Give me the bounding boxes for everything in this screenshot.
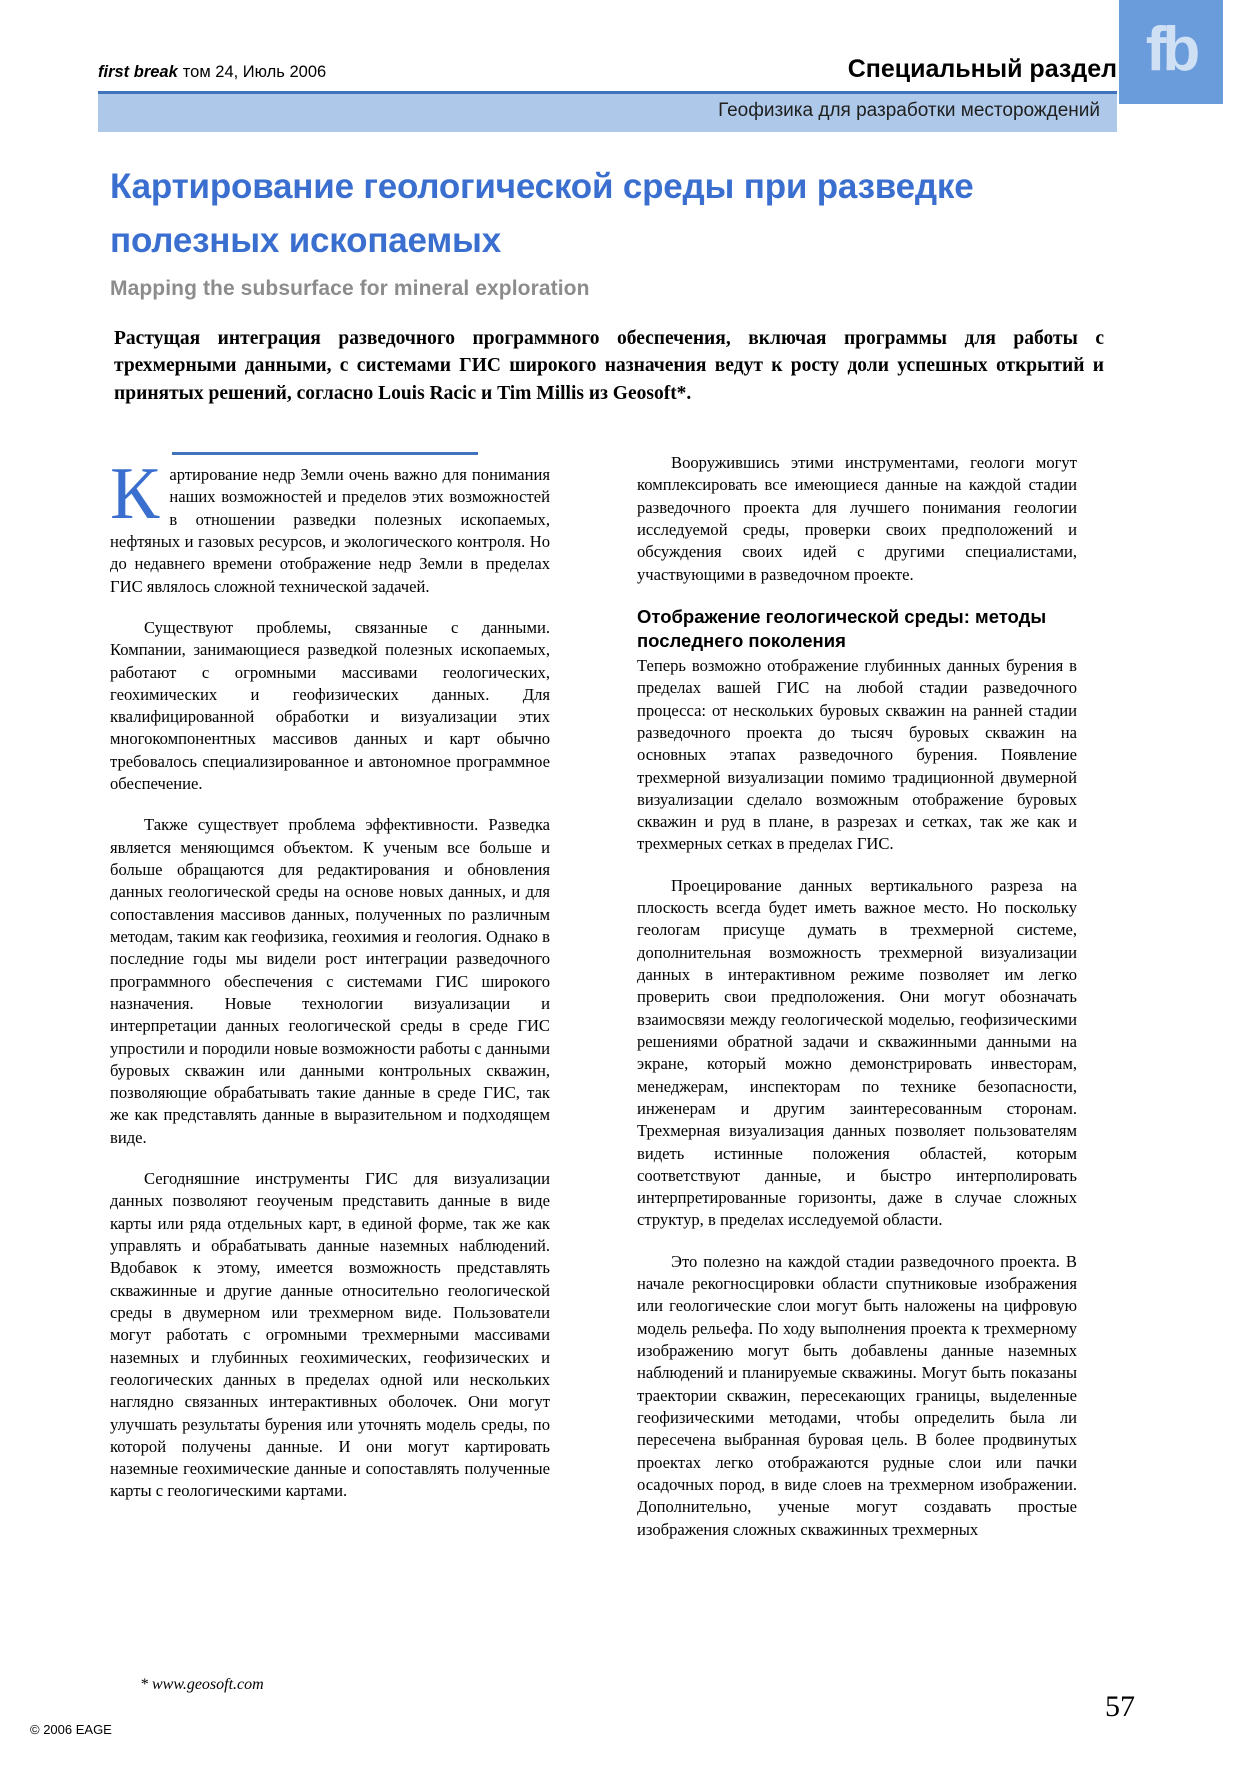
paragraph: Это полезно на каждой стадии разведочного проекта. В начале рекогносцировки области спутниковые изображения или геологические слои могут быть наложены на цифровую модель рельефа. По ходу выполнения проекта к трехмерному изображению могут быть добавлены данные наземных наблюдений и планируемые скважины. Могут быть показаны траектории скважин, пересекающих границы, выделенные геофизическими методами, чтобы определить была ли пересечена выбранная буровая цель. В более продвинутых проектах легко отображаются рудные слои или пачки осадочных пород, в виде слоев на трехмерном изображении. Дополнительно, ученые могут создавать простые изображения сложных скважинных трехмерных bbox=[637, 1251, 1077, 1539]
title-block bbox=[110, 160, 1120, 408]
masthead-issue-line bbox=[98, 63, 326, 82]
fb-logo-text: fb bbox=[1145, 15, 1197, 84]
article-subtitle: Mapping the subsurface for mineral exploration bbox=[110, 276, 590, 300]
section-title: Специальный раздел bbox=[847, 55, 1117, 83]
paragraph-dropcap bbox=[110, 453, 550, 598]
subsection-band bbox=[98, 94, 1117, 132]
copyright-notice: © 2006 EAGE bbox=[30, 1722, 112, 1737]
right-column bbox=[637, 452, 1077, 1560]
left-column bbox=[110, 452, 550, 1522]
issue-line: том 24, Июль 2006 bbox=[182, 63, 327, 81]
journal-name: first break bbox=[98, 63, 178, 81]
subsection-title: Геофизика для разработки месторождений bbox=[718, 100, 1100, 121]
paragraph: Существуют проблемы, связанные с данными. Компании, занимающиеся разведкой полезных ископаемых, работают с огромными массивами геологических, геохимических и геофизических данных. Для квалифицированной обработки и визуализации этих многокомпонентных массивов данных и карт обычно требовалось специализированное и автономное программное обеспечение. bbox=[110, 617, 550, 794]
footnote: * www.geosoft.com bbox=[140, 1676, 264, 1693]
paragraph-text: артирование недр Земли очень важно для понимания наших возможностей и пределов этих возможностей в отношении разведки полезных ископаемых, нефтяных и газовых ресурсов, и экологического контроля. Но до недавнего времени отображение недр Земли в пределах ГИС являлось сложной технической задачей. bbox=[110, 465, 550, 596]
fb-logo-icon bbox=[1119, 0, 1223, 104]
paragraph: Проецирование данных вертикального разреза на плоскость всегда будет иметь важное место. Но поскольку геологам присуще думать в трехмерной системе, дополнительная возможность трехмерной визуализации данных в интерактивном режиме позволяет им легко проверить свои предположения. Они могут обозначать взаимосвязи между геологической моделью, геофизическими решениями обратной задачи и скважинными данными на экране, который можно демонстрировать инвесторам, менеджерам, инспекторам по технике безопасности, инженерам и другим заинтересованным сторонам. Трехмерная визуализация данных позволяет пользователям видеть истинные положения областей, которым соответствуют данные, и быстро интерполировать интерпретированные горизонты, даже в случае сложных структур, в пределах исследуемой области. bbox=[637, 875, 1077, 1230]
drop-cap-letter: К bbox=[110, 453, 160, 535]
lead-paragraph: Растущая интеграция разведочного программного обеспечения, включая программы для работы с трехмерными данными, с системами ГИС широкого назначения ведут к росту доли успешных открытий и принятых решений, согласно Louis Racic и Tim Millis из Geosoft*. bbox=[114, 327, 1104, 404]
page-header bbox=[0, 0, 1240, 140]
paragraph: Вооружившись этими инструментами, геологи могут комплексировать все имеющиеся данные на каждой стадии разведочного проекта для лучшего понимания геологии исследуемой среды, проверки своих предположений и обсуждения своих идей с другими специалистами, участвующими в разведочном проекте. bbox=[637, 453, 1077, 584]
paragraph: Также существует проблема эффективности. Разведка является меняющимся объектом. К ученым все больше и больше обращаются для редактирования и обновления данных геологической среды на основе новых данных, и для сопоставления массивов данных, полученных по различным методам, таким как геофизика, геохимия и геология. Однако в последние годы мы видели рост интеграции разведочного программного обеспечения с системами ГИС широкого назначения. Новые технологии визуализации и интерпретации данных геологической среды в среде ГИС упростили и породили новые возможности работы с данными буровых скважин или данными контрольных скважин, позволяющие обрабатывать такие данные в среде ГИС, так же как представлять данные в выразительном и подходящем виде. bbox=[110, 815, 550, 1147]
paragraph: Сегодняшние инструменты ГИС для визуализации данных позволяют геоученым представить данные в виде карты или ряда отдельных карт, в единой форме, так же как управлять и обрабатывать данные наземных наблюдений. Вдобавок к этому, имеется возможность представлять скважинные и другие данные относительно геологической среды в двумерном или трехмерном виде. Пользователи могут работать с огромными трехмерными массивами наземных и глубинных геохимических, геофизических и геологических данных в пределах одной или нескольких наглядно связанных интерактивных оболочек. Они могут улучшать результаты бурения или уточнять модель среды, по которой получены данные. И они могут картировать наземные геохимические данные и сопоставлять полученные карты с геологическими картами. bbox=[110, 1169, 550, 1501]
paragraph: Теперь возможно отображение глубинных данных бурения в пределах вашей ГИС на любой стадии разведочного процесса: от нескольких буровых скважин на ранней стадии разведочного проекта до тысяч буровых скважин на основных этапах разведочного бурения. Появление трехмерной визуализации помимо традиционной двумерной визуализации сделало возможным отображение буровых скважин и руд в плане, в разрезах и сетках, так же как и трехмерных сетках в пределах ГИС. bbox=[637, 655, 1077, 854]
section-heading: Отображение геологической среды: методы последнего поколения bbox=[637, 605, 1047, 651]
article-title: Картирование геологической среды при разведке полезных ископаемых bbox=[110, 167, 974, 261]
page-number: 57 bbox=[1105, 1690, 1135, 1723]
column-rule bbox=[172, 452, 478, 455]
masthead bbox=[98, 55, 1117, 89]
